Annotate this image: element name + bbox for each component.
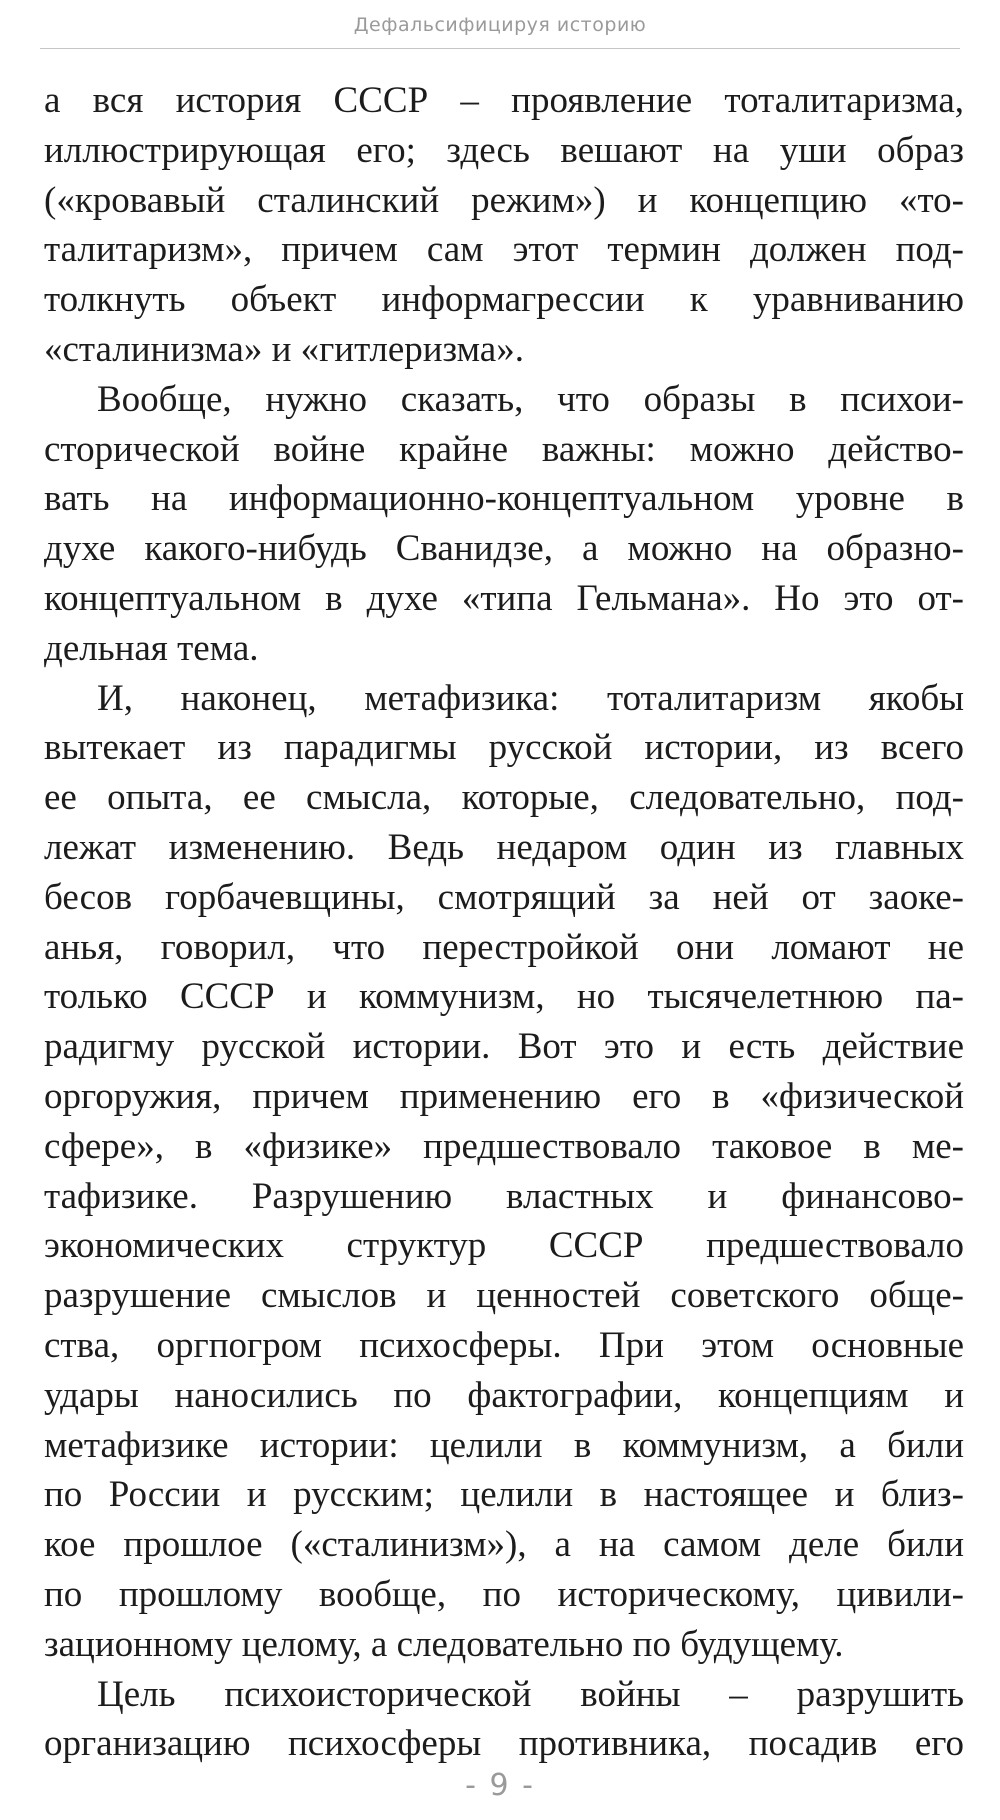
text-line: «сталинизма» и «гитлеризма». (44, 328, 524, 370)
text-line: оргоружия, причем применению его в «физической (44, 1075, 964, 1117)
text-line: толкнуть объект информагрессии к уравниванию (44, 279, 964, 321)
text-line: анья, говорил, что перестройкой они ломают не (44, 926, 964, 968)
text-line: кое прошлое («сталинизм»), а на самом деле били (44, 1524, 964, 1566)
text-line: сфере», в «физике» предшествовало таковое в ме- (44, 1125, 964, 1167)
text-line: удары наносились по фактографии, концепциям и (44, 1374, 964, 1416)
paragraph (44, 1670, 964, 1770)
text-line: талитаризм», причем сам этот термин должен под- (44, 229, 964, 271)
text-line: организацию психосферы противника, посадив его (44, 1723, 964, 1765)
text-line: вать на информационно-концептуальном уровне в (44, 478, 964, 520)
text-line: иллюстрирующая его; здесь вешают на уши образ (44, 129, 964, 171)
text-line: бесов горбачевщины, смотрящий за ней от заоке- (44, 876, 964, 918)
page-number: - 9 - (465, 1768, 535, 1803)
paragraph (44, 674, 964, 1670)
text-line: по прошлому вообще, по историческому, цивили- (44, 1573, 964, 1615)
text-line: Вообще, нужно сказать, что образы в психои- (97, 378, 964, 420)
text-line: экономических структур СССР предшествовало (44, 1225, 964, 1267)
text-line: а вся история СССР – проявление тоталитаризма, (44, 80, 964, 121)
body-text (44, 76, 964, 1769)
text-line: зационному целому, а следовательно по будущему. (44, 1623, 844, 1665)
running-header: Дефальсифицируя историю (353, 14, 647, 36)
text-line: концептуальном в духе «типа Гельмана». Но это от- (44, 577, 964, 619)
text-line: сторической войне крайне важны: можно действо- (44, 428, 964, 470)
text-line: дельная тема. (44, 627, 259, 669)
text-line: лежат изменению. Ведь недаром один из главных (44, 826, 964, 868)
text-line: разрушение смыслов и ценностей советского обще- (44, 1275, 964, 1317)
paragraph (44, 76, 964, 375)
header-rule (40, 48, 960, 49)
text-line: метафизике истории: целили в коммунизм, а били (44, 1424, 964, 1466)
text-line: тафизике. Разрушению властных и финансово- (44, 1175, 964, 1217)
text-line: («кровавый сталинский режим») и концепцию «то- (44, 179, 964, 221)
text-line: только СССР и коммунизм, но тысячелетнюю па- (44, 976, 964, 1018)
text-line: духе какого-нибудь Сванидзе, а можно на образно- (44, 528, 964, 570)
paragraph (44, 375, 964, 674)
text-line: Цель психоисторической войны – разрушить (97, 1673, 964, 1715)
text-line: по России и русским; целили в настоящее и близ- (44, 1474, 964, 1516)
text-line: ее опыта, ее смысла, которые, следовательно, под- (44, 777, 964, 819)
text-line: вытекает из парадигмы русской истории, из всего (44, 727, 964, 769)
text-line: ства, оргпогром психосферы. При этом основные (44, 1324, 964, 1366)
text-line: И, наконец, метафизика: тоталитаризм якобы (97, 677, 964, 719)
text-line: радигму русской истории. Вот это и есть действие (44, 1026, 964, 1068)
